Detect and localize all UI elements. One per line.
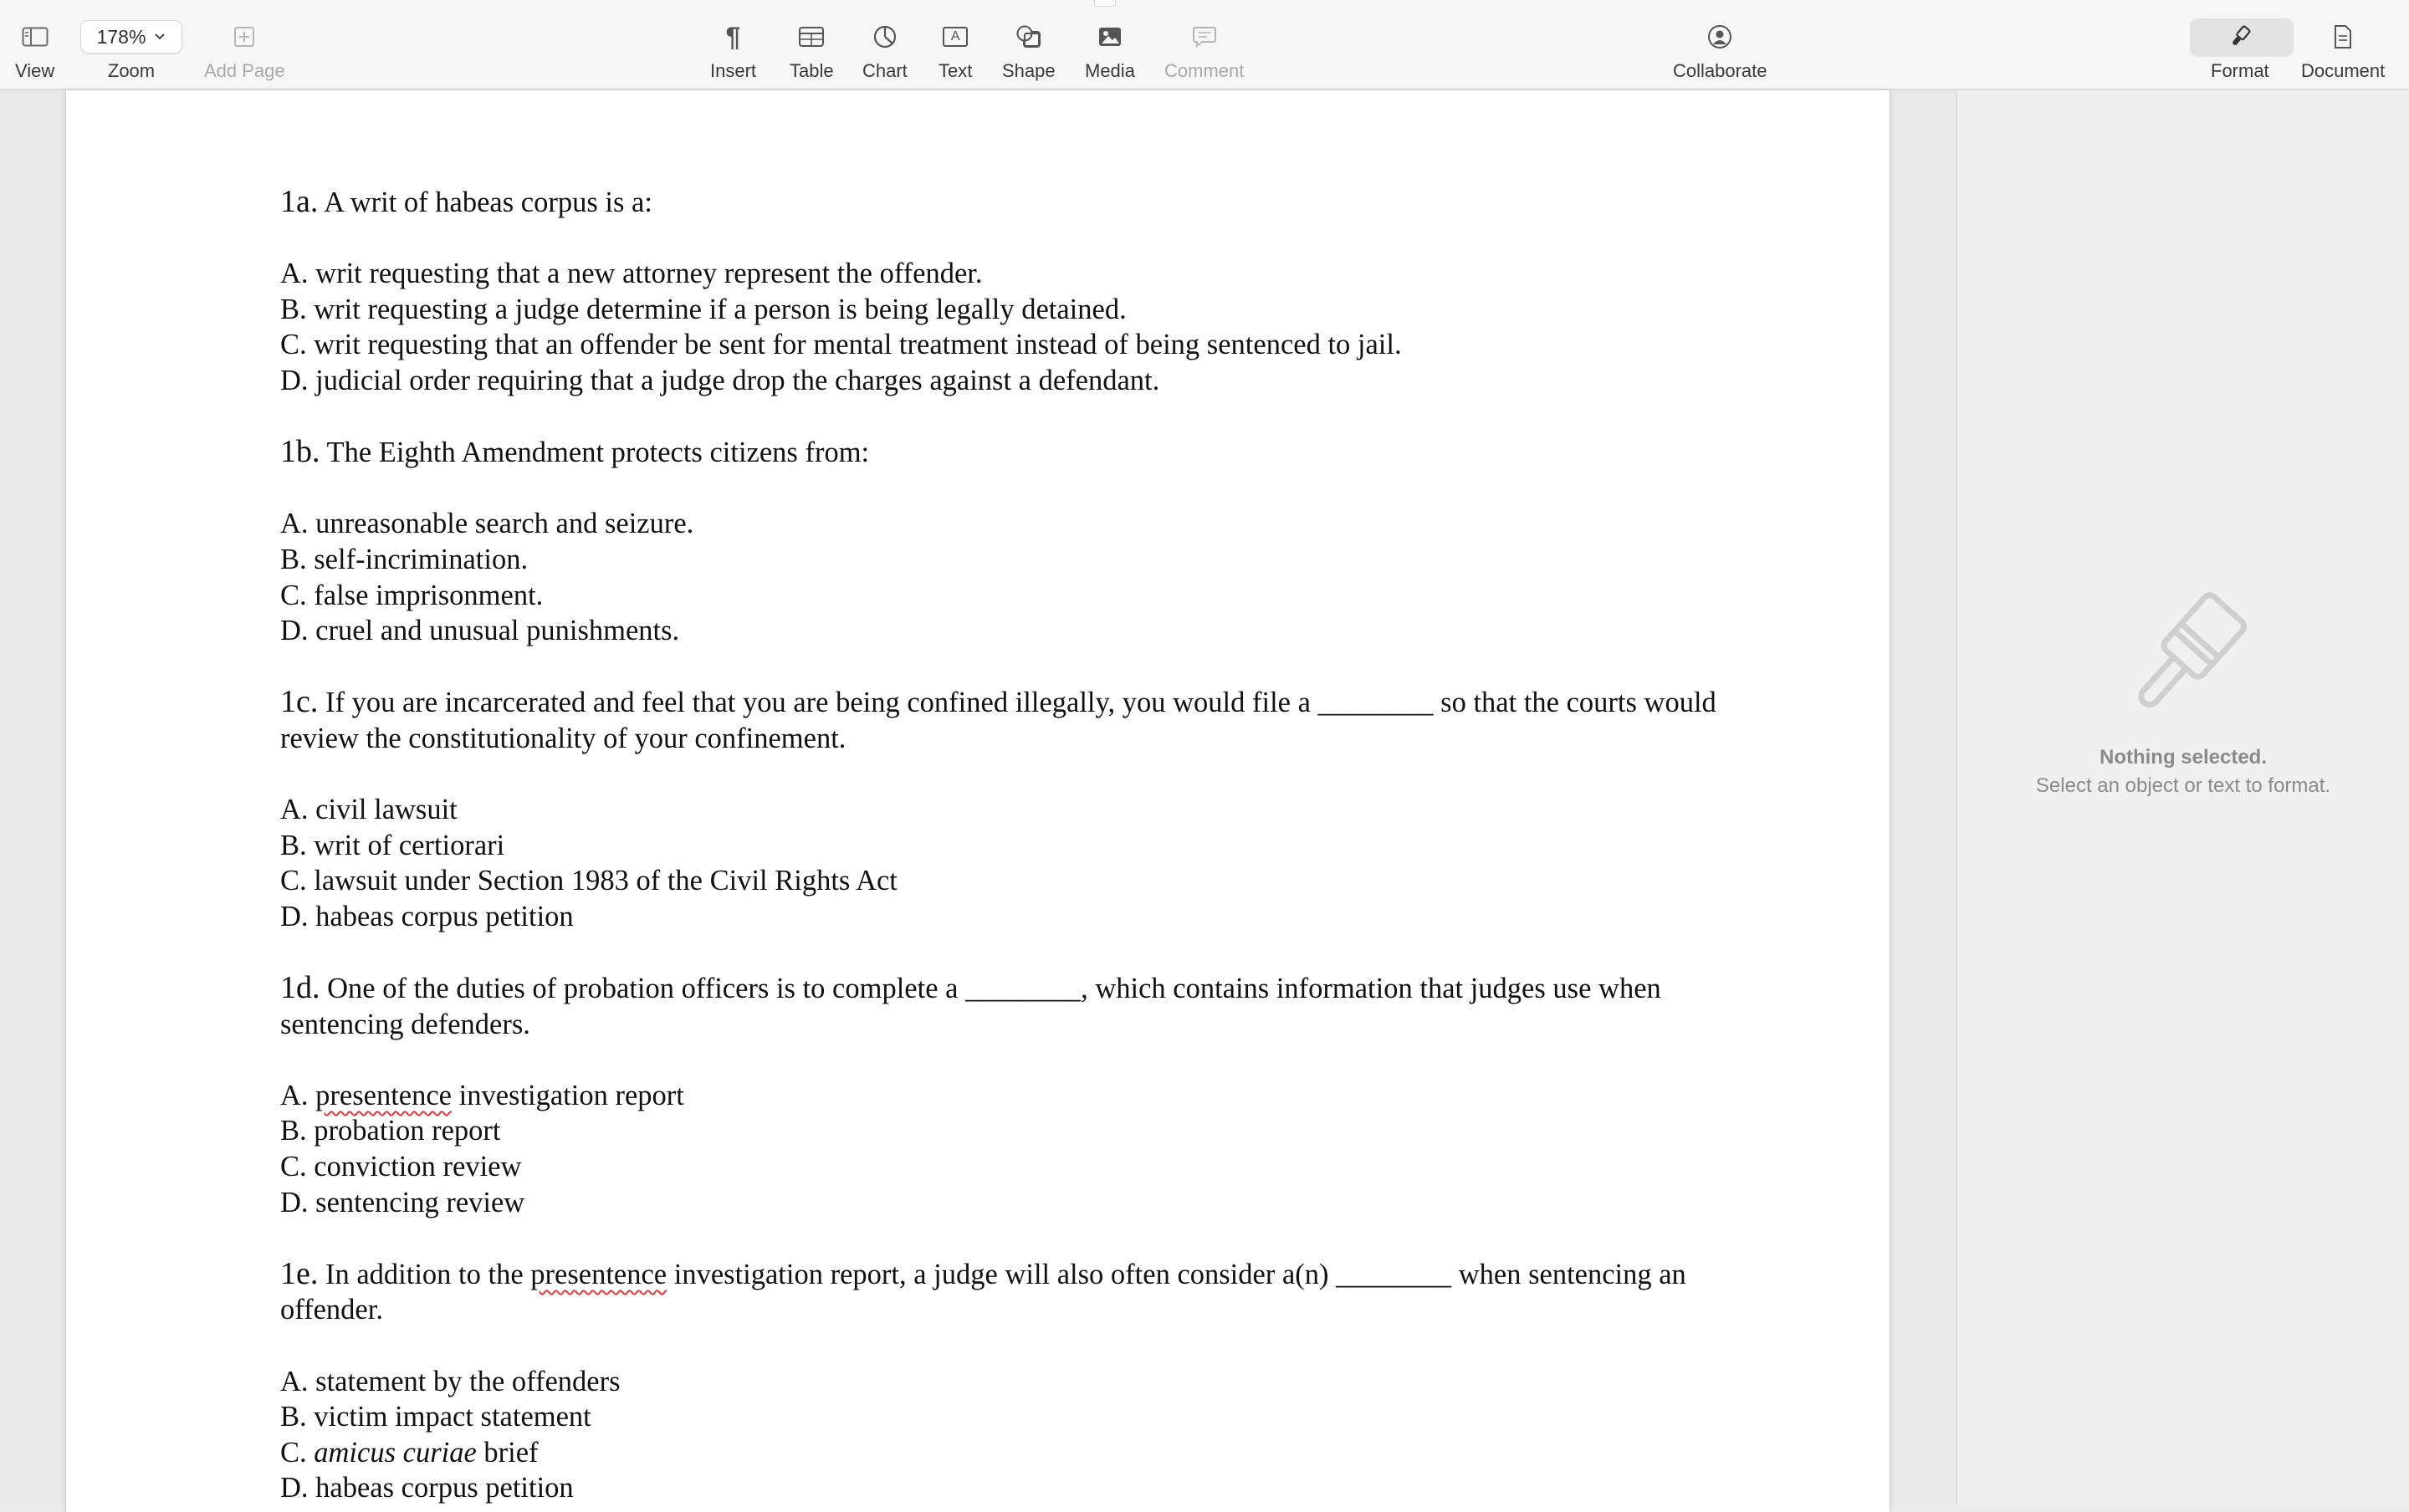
- answer-option: C. lawsuit under Section 1983 of the Civil Rights Act: [280, 865, 898, 897]
- question-number: 1b.: [280, 434, 320, 470]
- format-label: Format: [2211, 60, 2269, 81]
- toolbar: [0, 0, 2409, 90]
- answer-option: B. self-incrimination.: [280, 543, 529, 575]
- option-suffix: investigation report: [452, 1079, 684, 1111]
- answer-option: B. probation report: [280, 1115, 501, 1147]
- question-1e: [280, 1256, 1719, 1328]
- text-label: Text: [939, 60, 973, 81]
- shape-icon: [1015, 15, 1042, 59]
- document-tab-marker: [1094, 0, 1116, 7]
- table-label: Table: [790, 60, 834, 81]
- document-icon: [2333, 15, 2353, 59]
- answer-option: D. sentencing review: [280, 1186, 525, 1218]
- empty-state-title: Nothing selected.: [2099, 746, 2268, 769]
- misspelled-word[interactable]: presentence: [315, 1079, 452, 1111]
- option-prefix: A.: [280, 1079, 316, 1111]
- answer-option: C. writ requesting that an offender be sent for mental treatment instead of being sentenced to jail.: [280, 329, 1402, 361]
- chart-button[interactable]: [862, 15, 908, 82]
- zoom-control[interactable]: [80, 15, 182, 82]
- question-text: One of the duties of probation officers is to complete a ________, which contains information that judges use when sentencing defenders.: [280, 973, 1661, 1040]
- shape-button[interactable]: [1002, 15, 1056, 82]
- insert-label: Insert: [710, 60, 757, 81]
- answer-option: [280, 1078, 1719, 1114]
- question-1c: [280, 684, 1719, 756]
- table-button[interactable]: [790, 15, 834, 82]
- document-canvas[interactable]: [0, 90, 1956, 1505]
- view-label: View: [15, 60, 55, 81]
- text-box-glyph: A: [950, 29, 960, 43]
- answer-option: D. cruel and unusual punishments.: [280, 615, 680, 647]
- question-number: 1d.: [280, 970, 320, 1006]
- zoom-label: Zoom: [107, 60, 156, 81]
- misspelled-word[interactable]: presentence: [530, 1258, 667, 1290]
- zoom-select[interactable]: [80, 20, 182, 54]
- chart-label: Chart: [862, 60, 908, 81]
- question-number: 1a.: [280, 184, 319, 219]
- media-label: Media: [1085, 60, 1135, 81]
- answer-option: [280, 1435, 1719, 1471]
- option-prefix: C.: [280, 1436, 315, 1469]
- question-1b: [280, 434, 1719, 471]
- answer-option: D. habeas corpus petition: [280, 900, 574, 932]
- chevron-down-icon: [154, 33, 166, 41]
- answer-option: C. false imprisonment.: [280, 579, 544, 611]
- document-button[interactable]: [2301, 15, 2385, 82]
- pilcrow-icon: [726, 15, 741, 59]
- paintbrush-icon: [2116, 584, 2250, 734]
- option-suffix: brief: [476, 1436, 539, 1469]
- answer-option: B. writ requesting a judge determine if a person is being legally detained.: [280, 293, 1127, 325]
- empty-state-subtitle: Select an object or text to format.: [2035, 774, 2331, 797]
- answer-option: A. unreasonable search and seizure.: [280, 508, 694, 540]
- collaborate-label: Collaborate: [1673, 60, 1767, 81]
- answer-option: B. victim impact statement: [280, 1401, 591, 1433]
- view-button[interactable]: [15, 15, 54, 82]
- zoom-value: 178%: [96, 25, 146, 48]
- question-1a: [280, 184, 1719, 221]
- table-icon: [798, 15, 825, 59]
- comment-icon: [1192, 15, 1217, 59]
- add-page-label: Add Page: [204, 60, 285, 81]
- answer-option: B. writ of certiorari: [280, 829, 505, 861]
- chart-icon: [872, 15, 898, 59]
- paintbrush-icon: [2227, 15, 2253, 59]
- format-button[interactable]: [2211, 15, 2269, 82]
- question-text: If you are incarcerated and feel that you are being confined illegally, you would file a ________ so that the courts would review the constitutionality of your confinement.: [280, 687, 1716, 754]
- question-text: A writ of habeas corpus is a:: [318, 186, 652, 218]
- comment-label: Comment: [1164, 60, 1245, 81]
- insert-button[interactable]: [710, 15, 756, 82]
- pilcrow-glyph: ¶: [725, 21, 741, 52]
- answer-option: A. statement by the offenders: [280, 1365, 621, 1397]
- format-sidebar: [1956, 90, 2409, 1505]
- italic-term: amicus curiae: [314, 1436, 477, 1469]
- text-box-icon: [943, 15, 968, 59]
- add-page-icon: [233, 15, 255, 59]
- text-button[interactable]: [939, 15, 972, 82]
- question-number: 1e.: [280, 1255, 319, 1291]
- comment-button[interactable]: [1164, 15, 1244, 82]
- question-text: investigation report, a judge will also often consider a(n) ________ when sentencing an offender.: [280, 1258, 1686, 1326]
- answer-option: A. writ requesting that a new attorney represent the offender.: [280, 258, 983, 290]
- shape-label: Shape: [1002, 60, 1056, 81]
- question-text: The Eighth Amendment protects citizens from:: [320, 437, 870, 469]
- document-body[interactable]: [280, 184, 1719, 1506]
- collaborate-icon: [1706, 15, 1734, 59]
- question-text: In addition to the: [318, 1258, 531, 1290]
- question-number: 1c.: [280, 684, 319, 720]
- answer-option: A. civil lawsuit: [280, 794, 458, 826]
- sidebar-icon: [22, 15, 49, 59]
- question-1d: [280, 970, 1719, 1042]
- answer-option: D. judicial order requiring that a judge drop the charges against a defendant.: [280, 364, 1160, 396]
- media-button[interactable]: [1085, 15, 1135, 82]
- answer-option: D. habeas corpus petition: [280, 1472, 574, 1504]
- answer-option: C. conviction review: [280, 1151, 522, 1183]
- document-label: Document: [2301, 60, 2386, 81]
- add-page-button[interactable]: [204, 15, 285, 82]
- collaborate-button[interactable]: [1673, 15, 1767, 82]
- media-icon: [1097, 15, 1123, 59]
- document-page[interactable]: [65, 90, 1890, 1512]
